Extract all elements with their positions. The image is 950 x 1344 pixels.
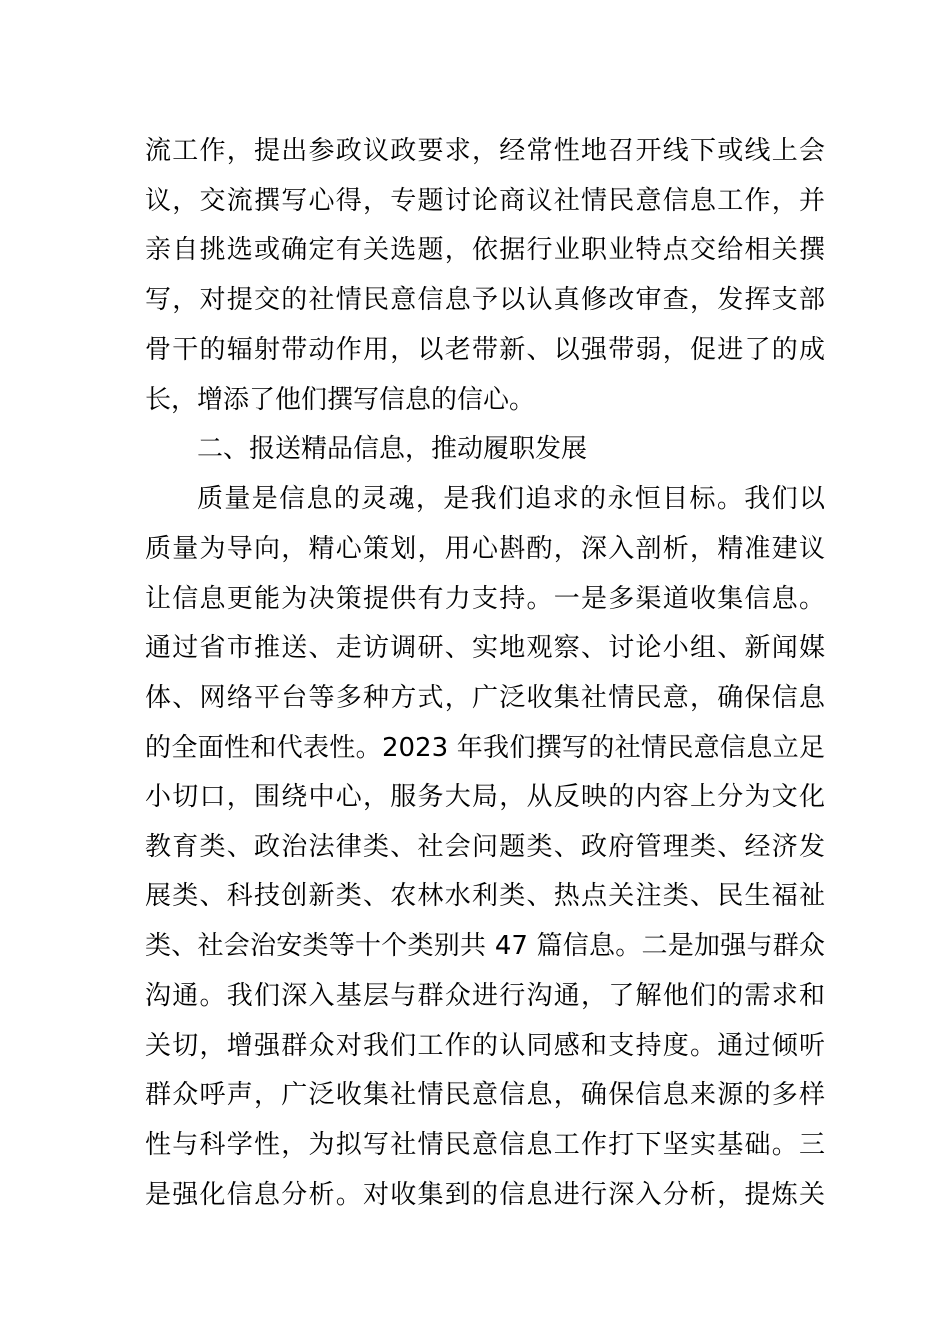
body-text-line: 长，增添了他们撰写信息的信心。 [145, 385, 536, 415]
body-text-line: 沟通。我们深入基层与群众进行沟通，了解他们的需求和 [145, 981, 825, 1011]
body-text-line: 流工作，提出参政议政要求，经常性地召开线下或线上会 [145, 136, 825, 166]
body-text-line: 群众呼声，广泛收集社情民意信息，确保信息来源的多样 [145, 1080, 825, 1110]
body-text-line: 小切口，围绕中心，服务大局，从反映的内容上分为文化 [145, 782, 825, 812]
body-text-line: 类、社会治安类等十个类别共 47 篇信息。二是加强与群众 [145, 931, 825, 961]
body-text-line: 展类、科技创新类、农林水利类、热点关注类、民生福祉 [145, 881, 825, 911]
section-heading: 二、报送精品信息，推动履职发展 [197, 434, 588, 464]
body-text-line: 性与科学性，为拟写社情民意信息工作打下坚实基础。三 [145, 1130, 825, 1160]
body-text-line: 的全面性和代表性。2023 年我们撰写的社情民意信息立足 [145, 733, 825, 763]
body-text-line: 关切，增强群众对我们工作的认同感和支持度。通过倾听 [145, 1031, 825, 1061]
body-text-line: 质量是信息的灵魂，是我们追求的永恒目标。我们以 [197, 484, 825, 514]
body-text-line: 让信息更能为决策提供有力支持。一是多渠道收集信息。 [145, 584, 825, 614]
body-text-line: 通过省市推送、走访调研、实地观察、讨论小组、新闻媒 [145, 633, 825, 663]
body-text-line: 写，对提交的社情民意信息予以认真修改审查，发挥支部 [145, 285, 825, 315]
body-text-line: 议，交流撰写心得，专题讨论商议社情民意信息工作，并 [145, 186, 825, 216]
body-text-line: 质量为导向，精心策划，用心斟酌，深入剖析，精准建议 [145, 534, 825, 564]
body-text-line: 体、网络平台等多种方式，广泛收集社情民意，确保信息 [145, 683, 825, 713]
body-text-line: 教育类、政治法律类、社会问题类、政府管理类、经济发 [145, 832, 825, 862]
body-text-line: 亲自挑选或确定有关选题，依据行业职业特点交给相关撰 [145, 235, 825, 265]
body-text-line: 是强化信息分析。对收集到的信息进行深入分析，提炼关 [145, 1180, 825, 1210]
body-text-line: 骨干的辐射带动作用，以老带新、以强带弱，促进了的成 [145, 335, 825, 365]
